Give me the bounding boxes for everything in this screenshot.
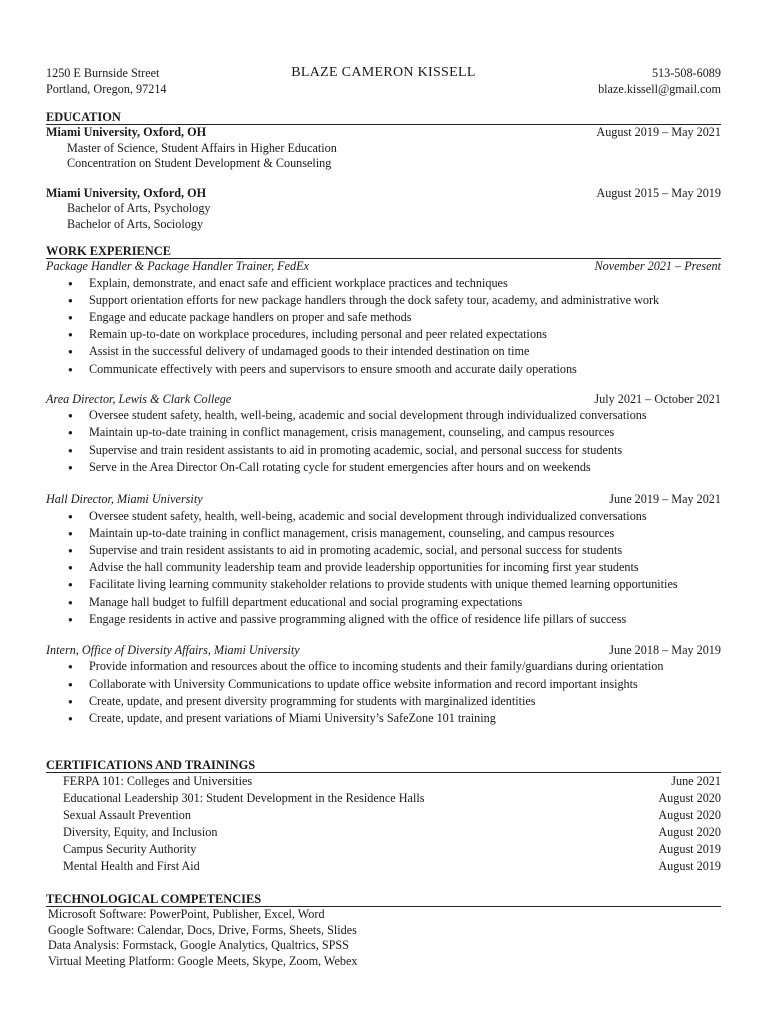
tech-item: Microsoft Software: PowerPoint, Publisher, Excel, Word bbox=[48, 907, 325, 921]
education-heading: EDUCATION bbox=[46, 110, 721, 125]
certification-name: FERPA 101: Colleges and Universities bbox=[63, 774, 253, 788]
job-role: Area Director, Lewis & Clark College bbox=[46, 391, 232, 406]
candidate-name: BLAZE CAMERON KISSELL bbox=[291, 65, 476, 80]
job-bullet: ● Oversee student safety, health, well-being, academic and social development through individualized conversations bbox=[46, 508, 721, 525]
work-section bbox=[46, 244, 721, 727]
certification-date: June 2021 bbox=[671, 774, 721, 788]
job-bullet: ● Advise the hall community leadership team and provide leadership opportunities for incoming first year students bbox=[46, 559, 721, 576]
job-bullet: ● Facilitate living learning community stakeholder relations to provide students with unique themed learning opportunities bbox=[46, 576, 721, 593]
job-role: Intern, Office of Diversity Affairs, Miami University bbox=[46, 642, 300, 657]
certification-name: Sexual Assault Prevention bbox=[63, 808, 191, 822]
job-bullets bbox=[46, 407, 721, 476]
degree-line: Master of Science, Student Affairs in Higher Education bbox=[67, 140, 337, 155]
contact-info bbox=[598, 65, 721, 97]
job-bullet: ● Supervise and train resident assistants to aid in promoting academic, social, and personal success for students bbox=[46, 542, 721, 559]
job-dates: June 2018 – May 2019 bbox=[609, 642, 721, 657]
phone-number: 513-508-6089 bbox=[651, 66, 721, 80]
job-entry bbox=[46, 492, 721, 628]
certification-item bbox=[46, 790, 721, 807]
job-bullet: ● Collaborate with University Communications to update office website information and record important insights bbox=[46, 676, 721, 693]
certification-date: August 2019 bbox=[658, 842, 721, 856]
certification-item bbox=[46, 824, 721, 841]
job-bullet: ● Support orientation efforts for new package handlers through the dock safety tour, academy, and administrative work bbox=[46, 292, 721, 309]
resume-header bbox=[46, 65, 721, 99]
job-dates: July 2021 – October 2021 bbox=[594, 391, 721, 406]
job-bullet: ● Maintain up-to-date training in conflict management, crisis management, counseling, and campus resources bbox=[46, 424, 721, 441]
job-bullet: ● Maintain up-to-date training in conflict management, crisis management, counseling, and campus resources bbox=[46, 525, 721, 542]
education-entry bbox=[46, 186, 721, 233]
certifications-heading: CERTIFICATIONS AND TRAININGS bbox=[46, 758, 721, 773]
job-bullet: ● Engage and educate package handlers on proper and safe methods bbox=[46, 309, 721, 326]
tech-item: Virtual Meeting Platform: Google Meets, Skype, Zoom, Webex bbox=[48, 953, 358, 968]
certification-item bbox=[46, 773, 721, 790]
job-bullet: ● Provide information and resources about the office to incoming students and their family/guardians during orientation bbox=[46, 658, 721, 675]
job-bullet: ● Engage residents in active and passive programming aligned with the office of residence life pillars of success bbox=[46, 611, 721, 628]
certification-date: August 2020 bbox=[658, 825, 721, 839]
certification-name: Diversity, Equity, and Inclusion bbox=[63, 825, 218, 839]
job-bullets bbox=[46, 658, 721, 727]
certification-name: Mental Health and First Aid bbox=[63, 859, 200, 873]
certification-date: August 2020 bbox=[658, 808, 721, 822]
job-bullet: ● Assist in the successful delivery of undamaged goods to their intended destination on time bbox=[46, 343, 721, 360]
job-entry bbox=[46, 392, 721, 476]
job-role: Package Handler & Package Handler Trainer, FedEx bbox=[46, 259, 309, 273]
certification-item bbox=[46, 841, 721, 858]
job-bullets bbox=[46, 508, 721, 628]
school-name: Miami University, Oxford, OH bbox=[46, 125, 207, 139]
job-entry bbox=[46, 643, 721, 727]
tech-item: Data Analysis: Formstack, Google Analytics, Qualtrics, SPSS bbox=[48, 938, 349, 952]
certification-name: Educational Leadership 301: Student Development in the Residence Halls bbox=[63, 791, 425, 805]
job-bullet: ● Serve in the Area Director On-Call rotating cycle for student emergencies after hours and on weekends bbox=[46, 459, 721, 476]
job-bullet: ● Explain, demonstrate, and enact safe and efficient workplace practices and techniques bbox=[46, 275, 721, 292]
tech-heading: TECHNOLOGICAL COMPETENCIES bbox=[46, 892, 721, 907]
job-dates: June 2019 – May 2021 bbox=[609, 492, 721, 507]
tech-item: Google Software: Calendar, Docs, Drive, Forms, Sheets, Slides bbox=[48, 922, 357, 937]
job-bullet: ● Manage hall budget to fulfill department educational and social programing expectations bbox=[46, 594, 721, 611]
job-bullet: ● Oversee student safety, health, well-being, academic and social development through individualized conversations bbox=[46, 407, 721, 424]
job-entry bbox=[46, 259, 721, 378]
job-bullet: ● Remain up-to-date on workplace procedures, including personal and peer related expectations bbox=[46, 326, 721, 343]
school-name: Miami University, Oxford, OH bbox=[46, 185, 207, 200]
job-bullets bbox=[46, 275, 721, 378]
certification-item bbox=[46, 807, 721, 824]
education-section bbox=[46, 110, 721, 232]
education-dates: August 2015 – May 2019 bbox=[596, 185, 721, 200]
education-dates: August 2019 – May 2021 bbox=[596, 125, 721, 139]
address-line-1: 1250 E Burnside Street bbox=[46, 66, 160, 80]
tech-section bbox=[46, 892, 721, 969]
degree-line: Bachelor of Arts, Psychology bbox=[67, 201, 211, 215]
job-dates: November 2021 – Present bbox=[594, 259, 721, 273]
job-bullet: ● Communicate effectively with peers and supervisors to ensure smooth and accurate daily operations bbox=[46, 361, 721, 378]
job-bullet: ● Supervise and train resident assistants to aid in promoting academic, social, and personal success for students bbox=[46, 442, 721, 459]
certification-name: Campus Security Authority bbox=[63, 842, 197, 856]
education-entry bbox=[46, 125, 721, 172]
certifications-section bbox=[46, 758, 721, 875]
degree-line: Concentration on Student Development & Counseling bbox=[67, 156, 332, 170]
job-bullet: ● Create, update, and present diversity programming for students with marginalized identities bbox=[46, 693, 721, 710]
job-bullet: ● Create, update, and present variations of Miami University’s SafeZone 101 training bbox=[46, 710, 721, 727]
email-address: blaze.kissell@gmail.com bbox=[598, 82, 721, 96]
job-role: Hall Director, Miami University bbox=[46, 492, 203, 507]
work-heading: WORK EXPERIENCE bbox=[46, 244, 721, 259]
degree-line: Bachelor of Arts, Sociology bbox=[67, 216, 204, 231]
certification-date: August 2020 bbox=[658, 791, 721, 805]
address-line-2: Portland, Oregon, 97214 bbox=[46, 82, 167, 96]
certification-date: August 2019 bbox=[658, 859, 721, 873]
certification-item bbox=[46, 858, 721, 875]
